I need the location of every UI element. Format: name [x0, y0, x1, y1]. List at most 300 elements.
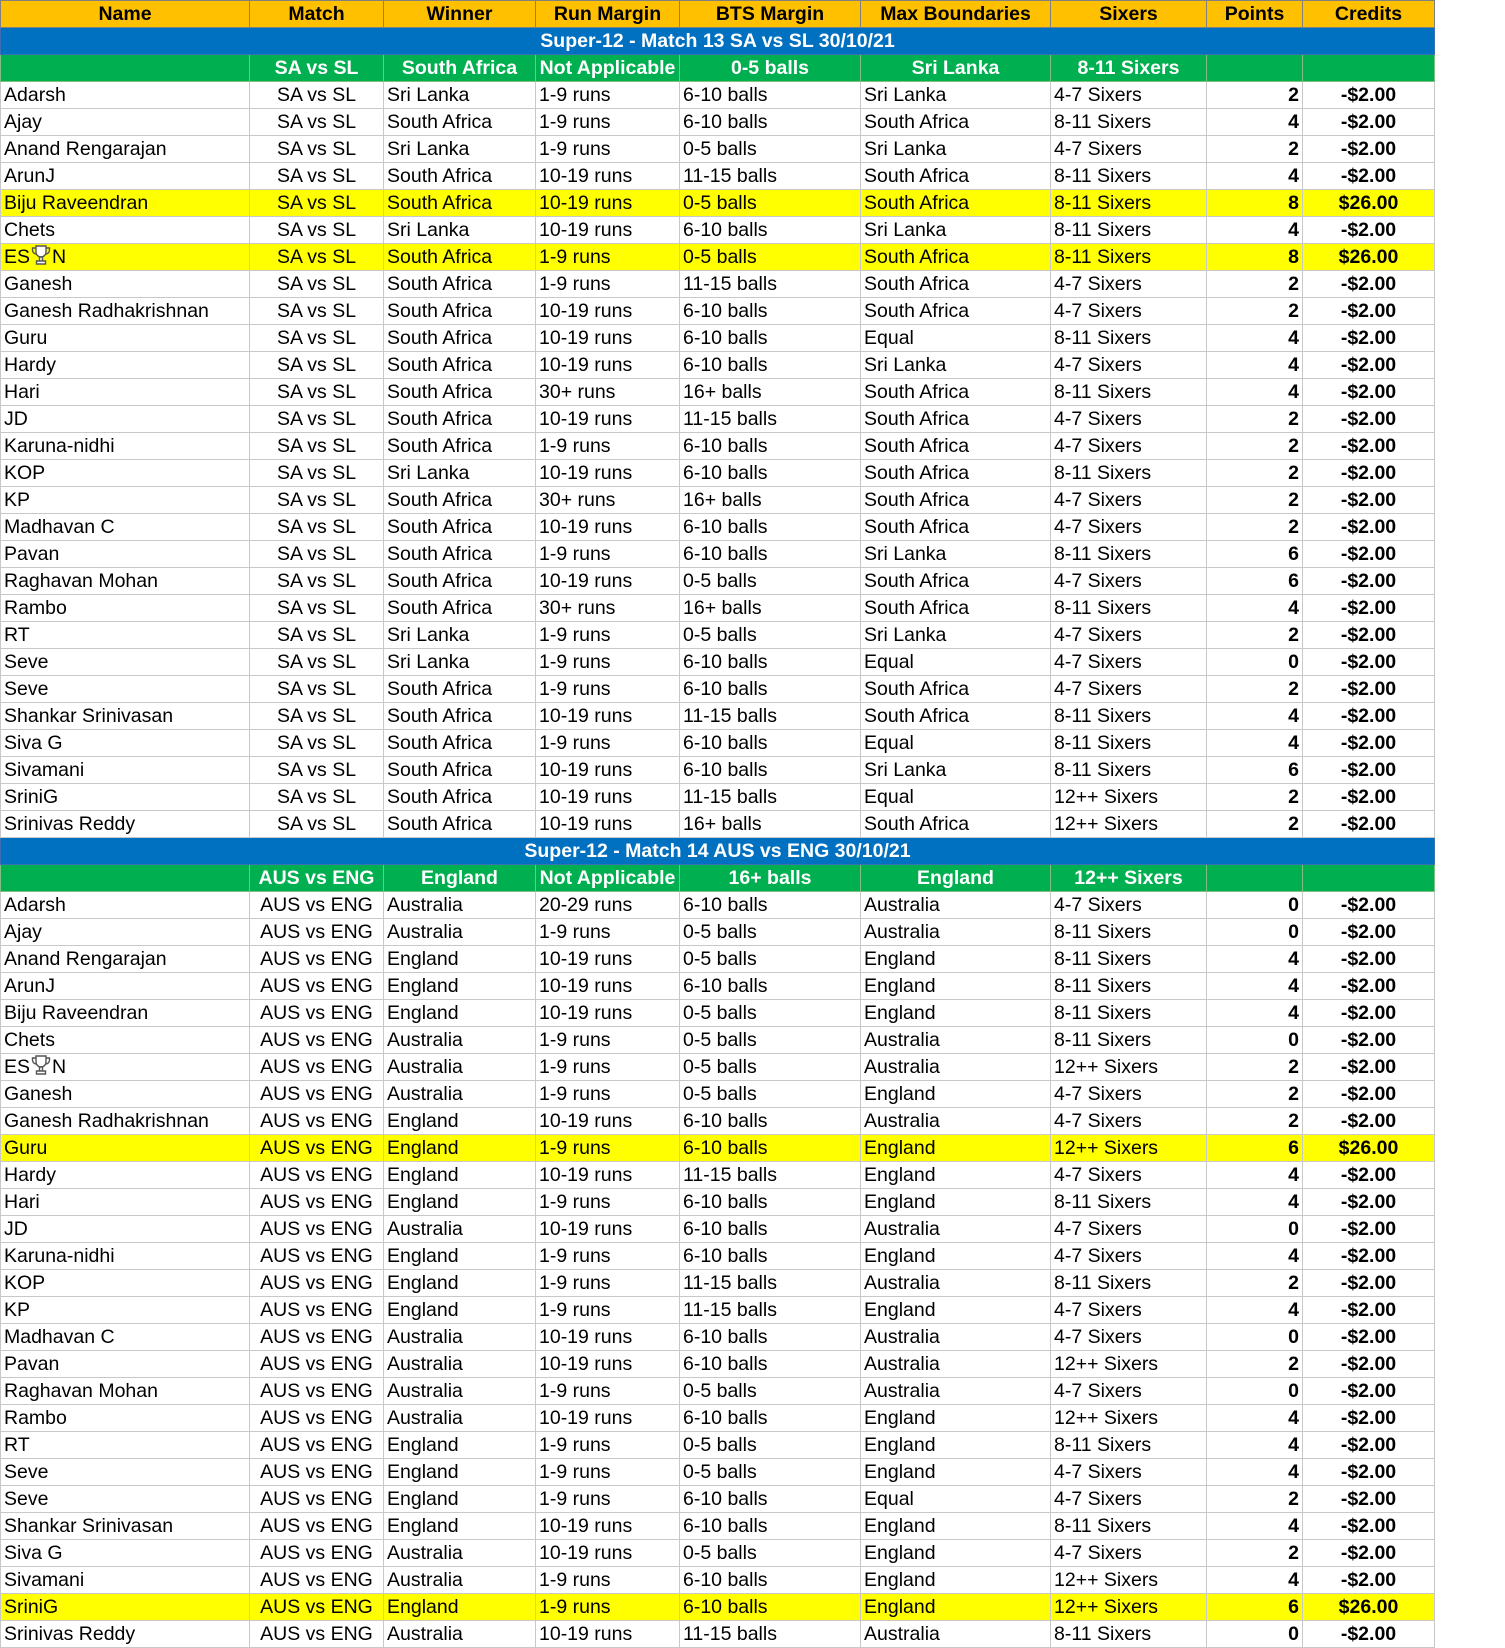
max-boundaries-cell[interactable]: Sri Lanka [861, 82, 1051, 109]
name-cell[interactable]: Karuna-nidhi [1, 433, 250, 460]
bts-margin-cell[interactable]: 6-10 balls [680, 1567, 861, 1594]
name-cell[interactable]: Biju Raveendran [1, 1000, 250, 1027]
match-cell[interactable]: SA vs SL [250, 406, 384, 433]
winner-cell[interactable]: Australia [384, 1054, 536, 1081]
max-boundaries-cell[interactable]: Australia [861, 1621, 1051, 1648]
credits-cell[interactable]: -$2.00 [1303, 1378, 1435, 1405]
name-cell[interactable]: Hardy [1, 1162, 250, 1189]
winner-cell[interactable]: South Africa [384, 568, 536, 595]
header-match[interactable]: Match [250, 1, 384, 28]
points-cell[interactable]: 4 [1207, 946, 1303, 973]
match-cell[interactable]: AUS vs ENG [250, 1540, 384, 1567]
bts-margin-cell[interactable]: 0-5 balls [680, 568, 861, 595]
bts-margin-cell[interactable]: 0-5 balls [680, 1054, 861, 1081]
match-cell[interactable]: SA vs SL [250, 460, 384, 487]
winner-cell[interactable]: South Africa [384, 703, 536, 730]
points-cell[interactable]: 4 [1207, 163, 1303, 190]
winner-cell[interactable]: England [384, 1432, 536, 1459]
sixers-cell[interactable]: 4-7 Sixers [1051, 1081, 1207, 1108]
winner-cell[interactable]: South Africa [384, 514, 536, 541]
credits-cell[interactable]: -$2.00 [1303, 919, 1435, 946]
bts-margin-cell[interactable]: 6-10 balls [680, 82, 861, 109]
credits-cell[interactable]: -$2.00 [1303, 298, 1435, 325]
bts-margin-cell[interactable]: 6-10 balls [680, 1108, 861, 1135]
match-cell[interactable]: SA vs SL [250, 703, 384, 730]
bts-margin-cell[interactable]: 6-10 balls [680, 1594, 861, 1621]
max-boundaries-cell[interactable]: Equal [861, 1486, 1051, 1513]
match-cell[interactable]: SA vs SL [250, 595, 384, 622]
name-cell[interactable]: Pavan [1, 541, 250, 568]
header-sixers[interactable]: Sixers [1051, 1, 1207, 28]
run-margin-cell[interactable]: 1-9 runs [536, 1459, 680, 1486]
sixers-cell[interactable]: 4-7 Sixers [1051, 1486, 1207, 1513]
result-name-cell[interactable] [1, 865, 250, 892]
points-cell[interactable]: 4 [1207, 1162, 1303, 1189]
max-boundaries-cell[interactable]: Australia [861, 1027, 1051, 1054]
result-bts-margin-cell[interactable]: 0-5 balls [680, 55, 861, 82]
match-cell[interactable]: AUS vs ENG [250, 1135, 384, 1162]
bts-margin-cell[interactable]: 6-10 balls [680, 109, 861, 136]
name-cell[interactable]: Srinivas Reddy [1, 1621, 250, 1648]
result-winner-cell[interactable]: South Africa [384, 55, 536, 82]
bts-margin-cell[interactable]: 0-5 balls [680, 1540, 861, 1567]
bts-margin-cell[interactable]: 0-5 balls [680, 136, 861, 163]
name-cell[interactable]: Ganesh [1, 1081, 250, 1108]
winner-cell[interactable]: Australia [384, 1378, 536, 1405]
points-cell[interactable]: 2 [1207, 82, 1303, 109]
run-margin-cell[interactable]: 10-19 runs [536, 298, 680, 325]
points-cell[interactable]: 2 [1207, 433, 1303, 460]
run-margin-cell[interactable]: 10-19 runs [536, 1324, 680, 1351]
credits-cell[interactable]: -$2.00 [1303, 1270, 1435, 1297]
run-margin-cell[interactable]: 30+ runs [536, 595, 680, 622]
run-margin-cell[interactable]: 10-19 runs [536, 514, 680, 541]
run-margin-cell[interactable]: 30+ runs [536, 379, 680, 406]
result-points-cell[interactable] [1207, 55, 1303, 82]
run-margin-cell[interactable]: 10-19 runs [536, 217, 680, 244]
max-boundaries-cell[interactable]: England [861, 1594, 1051, 1621]
name-cell[interactable]: KOP [1, 460, 250, 487]
run-margin-cell[interactable]: 1-9 runs [536, 1594, 680, 1621]
match-cell[interactable]: AUS vs ENG [250, 1270, 384, 1297]
name-cell[interactable]: ArunJ [1, 973, 250, 1000]
sixers-cell[interactable]: 12++ Sixers [1051, 811, 1207, 838]
bts-margin-cell[interactable]: 0-5 balls [680, 1081, 861, 1108]
name-cell[interactable]: Anand Rengarajan [1, 136, 250, 163]
match-cell[interactable]: SA vs SL [250, 325, 384, 352]
run-margin-cell[interactable]: 10-19 runs [536, 1000, 680, 1027]
max-boundaries-cell[interactable]: England [861, 1000, 1051, 1027]
winner-cell[interactable]: England [384, 1459, 536, 1486]
name-cell[interactable]: Madhavan C [1, 514, 250, 541]
sixers-cell[interactable]: 8-11 Sixers [1051, 109, 1207, 136]
winner-cell[interactable]: England [384, 1135, 536, 1162]
sixers-cell[interactable]: 8-11 Sixers [1051, 1000, 1207, 1027]
name-cell[interactable]: Srinivas Reddy [1, 811, 250, 838]
points-cell[interactable]: 2 [1207, 1486, 1303, 1513]
bts-margin-cell[interactable]: 11-15 balls [680, 703, 861, 730]
sixers-cell[interactable]: 8-11 Sixers [1051, 1621, 1207, 1648]
header-points[interactable]: Points [1207, 1, 1303, 28]
match-cell[interactable]: AUS vs ENG [250, 1324, 384, 1351]
winner-cell[interactable]: England [384, 946, 536, 973]
max-boundaries-cell[interactable]: England [861, 1405, 1051, 1432]
sixers-cell[interactable]: 4-7 Sixers [1051, 1243, 1207, 1270]
match-cell[interactable]: AUS vs ENG [250, 1513, 384, 1540]
name-cell[interactable]: JD [1, 1216, 250, 1243]
winner-cell[interactable]: Australia [384, 1216, 536, 1243]
winner-cell[interactable]: Sri Lanka [384, 622, 536, 649]
run-margin-cell[interactable]: 1-9 runs [536, 82, 680, 109]
bts-margin-cell[interactable]: 11-15 balls [680, 1270, 861, 1297]
points-cell[interactable]: 2 [1207, 1270, 1303, 1297]
winner-cell[interactable]: South Africa [384, 811, 536, 838]
name-cell[interactable]: Hari [1, 1189, 250, 1216]
sixers-cell[interactable]: 12++ Sixers [1051, 1351, 1207, 1378]
max-boundaries-cell[interactable]: Sri Lanka [861, 136, 1051, 163]
match-cell[interactable]: AUS vs ENG [250, 1594, 384, 1621]
points-cell[interactable]: 4 [1207, 352, 1303, 379]
credits-cell[interactable]: -$2.00 [1303, 1432, 1435, 1459]
winner-cell[interactable]: Australia [384, 1351, 536, 1378]
winner-cell[interactable]: South Africa [384, 676, 536, 703]
points-cell[interactable]: 4 [1207, 595, 1303, 622]
credits-cell[interactable]: -$2.00 [1303, 703, 1435, 730]
name-cell[interactable]: Shankar Srinivasan [1, 1513, 250, 1540]
run-margin-cell[interactable]: 10-19 runs [536, 163, 680, 190]
max-boundaries-cell[interactable]: England [861, 946, 1051, 973]
match-cell[interactable]: AUS vs ENG [250, 892, 384, 919]
name-cell[interactable]: Ajay [1, 109, 250, 136]
credits-cell[interactable]: -$2.00 [1303, 1324, 1435, 1351]
winner-cell[interactable]: South Africa [384, 244, 536, 271]
winner-cell[interactable]: South Africa [384, 757, 536, 784]
points-cell[interactable]: 6 [1207, 568, 1303, 595]
run-margin-cell[interactable]: 1-9 runs [536, 271, 680, 298]
name-cell[interactable]: Ganesh Radhakrishnan [1, 1108, 250, 1135]
run-margin-cell[interactable]: 20-29 runs [536, 892, 680, 919]
match-cell[interactable]: AUS vs ENG [250, 1108, 384, 1135]
run-margin-cell[interactable]: 10-19 runs [536, 568, 680, 595]
sixers-cell[interactable]: 4-7 Sixers [1051, 622, 1207, 649]
max-boundaries-cell[interactable]: England [861, 1297, 1051, 1324]
sixers-cell[interactable]: 8-11 Sixers [1051, 703, 1207, 730]
bts-margin-cell[interactable]: 6-10 balls [680, 460, 861, 487]
bts-margin-cell[interactable]: 11-15 balls [680, 1297, 861, 1324]
winner-cell[interactable]: Sri Lanka [384, 460, 536, 487]
name-cell[interactable]: Hari [1, 379, 250, 406]
points-cell[interactable]: 2 [1207, 1108, 1303, 1135]
max-boundaries-cell[interactable]: England [861, 1135, 1051, 1162]
points-cell[interactable]: 8 [1207, 244, 1303, 271]
winner-cell[interactable]: England [384, 1108, 536, 1135]
bts-margin-cell[interactable]: 11-15 balls [680, 271, 861, 298]
max-boundaries-cell[interactable]: Australia [861, 1108, 1051, 1135]
credits-cell[interactable]: -$2.00 [1303, 1567, 1435, 1594]
points-cell[interactable]: 4 [1207, 1567, 1303, 1594]
bts-margin-cell[interactable]: 6-10 balls [680, 217, 861, 244]
max-boundaries-cell[interactable]: Sri Lanka [861, 757, 1051, 784]
max-boundaries-cell[interactable]: South Africa [861, 190, 1051, 217]
bts-margin-cell[interactable]: 6-10 balls [680, 1513, 861, 1540]
credits-cell[interactable]: -$2.00 [1303, 379, 1435, 406]
sixers-cell[interactable]: 8-11 Sixers [1051, 1189, 1207, 1216]
max-boundaries-cell[interactable]: Australia [861, 1270, 1051, 1297]
sixers-cell[interactable]: 4-7 Sixers [1051, 136, 1207, 163]
sixers-cell[interactable]: 4-7 Sixers [1051, 1108, 1207, 1135]
points-cell[interactable]: 2 [1207, 271, 1303, 298]
name-cell[interactable]: Siva G [1, 1540, 250, 1567]
winner-cell[interactable]: South Africa [384, 271, 536, 298]
run-margin-cell[interactable]: 1-9 runs [536, 1135, 680, 1162]
sixers-cell[interactable]: 4-7 Sixers [1051, 298, 1207, 325]
winner-cell[interactable]: England [384, 1243, 536, 1270]
run-margin-cell[interactable]: 10-19 runs [536, 1540, 680, 1567]
name-cell[interactable]: KOP [1, 1270, 250, 1297]
bts-margin-cell[interactable]: 11-15 balls [680, 784, 861, 811]
credits-cell[interactable]: -$2.00 [1303, 1162, 1435, 1189]
points-cell[interactable]: 6 [1207, 757, 1303, 784]
match-cell[interactable]: AUS vs ENG [250, 1432, 384, 1459]
bts-margin-cell[interactable]: 6-10 balls [680, 1243, 861, 1270]
winner-cell[interactable]: South Africa [384, 190, 536, 217]
max-boundaries-cell[interactable]: South Africa [861, 244, 1051, 271]
winner-cell[interactable]: South Africa [384, 379, 536, 406]
points-cell[interactable]: 2 [1207, 784, 1303, 811]
run-margin-cell[interactable]: 1-9 runs [536, 1027, 680, 1054]
credits-cell[interactable]: -$2.00 [1303, 730, 1435, 757]
match-cell[interactable]: AUS vs ENG [250, 919, 384, 946]
match-cell[interactable]: SA vs SL [250, 730, 384, 757]
name-cell[interactable]: Chets [1, 1027, 250, 1054]
bts-margin-cell[interactable]: 6-10 balls [680, 1189, 861, 1216]
sixers-cell[interactable]: 8-11 Sixers [1051, 730, 1207, 757]
match-cell[interactable]: SA vs SL [250, 190, 384, 217]
name-cell[interactable]: Siva G [1, 730, 250, 757]
points-cell[interactable]: 4 [1207, 1297, 1303, 1324]
match-cell[interactable]: AUS vs ENG [250, 1621, 384, 1648]
match-cell[interactable]: SA vs SL [250, 433, 384, 460]
match-cell[interactable]: SA vs SL [250, 757, 384, 784]
name-cell[interactable]: Guru [1, 1135, 250, 1162]
match-cell[interactable]: AUS vs ENG [250, 1162, 384, 1189]
run-margin-cell[interactable]: 10-19 runs [536, 1216, 680, 1243]
max-boundaries-cell[interactable]: South Africa [861, 568, 1051, 595]
credits-cell[interactable]: -$2.00 [1303, 892, 1435, 919]
points-cell[interactable]: 2 [1207, 811, 1303, 838]
run-margin-cell[interactable]: 1-9 runs [536, 1081, 680, 1108]
points-cell[interactable]: 2 [1207, 487, 1303, 514]
sixers-cell[interactable]: 8-11 Sixers [1051, 1432, 1207, 1459]
sixers-cell[interactable]: 8-11 Sixers [1051, 973, 1207, 1000]
points-cell[interactable]: 4 [1207, 325, 1303, 352]
points-cell[interactable]: 0 [1207, 919, 1303, 946]
winner-cell[interactable]: South Africa [384, 325, 536, 352]
run-margin-cell[interactable]: 10-19 runs [536, 811, 680, 838]
credits-cell[interactable]: -$2.00 [1303, 82, 1435, 109]
winner-cell[interactable]: England [384, 1513, 536, 1540]
sixers-cell[interactable]: 8-11 Sixers [1051, 541, 1207, 568]
credits-cell[interactable]: -$2.00 [1303, 1351, 1435, 1378]
credits-cell[interactable]: -$2.00 [1303, 1486, 1435, 1513]
points-cell[interactable]: 0 [1207, 1027, 1303, 1054]
sixers-cell[interactable]: 8-11 Sixers [1051, 244, 1207, 271]
credits-cell[interactable]: -$2.00 [1303, 217, 1435, 244]
sixers-cell[interactable]: 4-7 Sixers [1051, 406, 1207, 433]
result-max-boundaries-cell[interactable]: Sri Lanka [861, 55, 1051, 82]
name-cell[interactable]: KP [1, 1297, 250, 1324]
points-cell[interactable]: 0 [1207, 649, 1303, 676]
credits-cell[interactable]: -$2.00 [1303, 595, 1435, 622]
credits-cell[interactable]: -$2.00 [1303, 163, 1435, 190]
sixers-cell[interactable]: 4-7 Sixers [1051, 271, 1207, 298]
header-name[interactable]: Name [1, 1, 250, 28]
sixers-cell[interactable]: 4-7 Sixers [1051, 1378, 1207, 1405]
winner-cell[interactable]: South Africa [384, 730, 536, 757]
bts-margin-cell[interactable]: 11-15 balls [680, 406, 861, 433]
credits-cell[interactable]: -$2.00 [1303, 406, 1435, 433]
points-cell[interactable]: 4 [1207, 1000, 1303, 1027]
run-margin-cell[interactable]: 10-19 runs [536, 1351, 680, 1378]
run-margin-cell[interactable]: 1-9 runs [536, 919, 680, 946]
name-cell[interactable]: SriniG [1, 1594, 250, 1621]
credits-cell[interactable]: -$2.00 [1303, 460, 1435, 487]
max-boundaries-cell[interactable]: South Africa [861, 163, 1051, 190]
sixers-cell[interactable]: 8-11 Sixers [1051, 379, 1207, 406]
run-margin-cell[interactable]: 1-9 runs [536, 433, 680, 460]
max-boundaries-cell[interactable]: South Africa [861, 406, 1051, 433]
name-cell[interactable]: Seve [1, 1459, 250, 1486]
points-cell[interactable]: 2 [1207, 1540, 1303, 1567]
winner-cell[interactable]: Australia [384, 892, 536, 919]
max-boundaries-cell[interactable]: England [861, 1540, 1051, 1567]
points-cell[interactable]: 2 [1207, 514, 1303, 541]
name-cell[interactable]: Chets [1, 217, 250, 244]
name-cell[interactable]: Hardy [1, 352, 250, 379]
points-cell[interactable]: 4 [1207, 379, 1303, 406]
match-cell[interactable]: AUS vs ENG [250, 946, 384, 973]
max-boundaries-cell[interactable]: England [861, 1081, 1051, 1108]
winner-cell[interactable]: Australia [384, 919, 536, 946]
credits-cell[interactable]: -$2.00 [1303, 109, 1435, 136]
points-cell[interactable]: 4 [1207, 1189, 1303, 1216]
winner-cell[interactable]: South Africa [384, 433, 536, 460]
winner-cell[interactable]: Sri Lanka [384, 217, 536, 244]
match-cell[interactable]: AUS vs ENG [250, 1054, 384, 1081]
max-boundaries-cell[interactable]: Australia [861, 1378, 1051, 1405]
credits-cell[interactable]: -$2.00 [1303, 487, 1435, 514]
bts-margin-cell[interactable]: 0-5 balls [680, 622, 861, 649]
credits-cell[interactable]: -$2.00 [1303, 811, 1435, 838]
match-cell[interactable]: AUS vs ENG [250, 1000, 384, 1027]
bts-margin-cell[interactable]: 11-15 balls [680, 1621, 861, 1648]
credits-cell[interactable]: $26.00 [1303, 1594, 1435, 1621]
winner-cell[interactable]: South Africa [384, 595, 536, 622]
bts-margin-cell[interactable]: 0-5 balls [680, 1000, 861, 1027]
run-margin-cell[interactable]: 10-19 runs [536, 460, 680, 487]
name-cell[interactable]: RT [1, 622, 250, 649]
run-margin-cell[interactable]: 1-9 runs [536, 244, 680, 271]
name-cell[interactable]: KP [1, 487, 250, 514]
match-cell[interactable]: AUS vs ENG [250, 1351, 384, 1378]
points-cell[interactable]: 0 [1207, 1324, 1303, 1351]
result-name-cell[interactable] [1, 55, 250, 82]
sixers-cell[interactable]: 8-11 Sixers [1051, 595, 1207, 622]
sixers-cell[interactable]: 8-11 Sixers [1051, 190, 1207, 217]
max-boundaries-cell[interactable]: Equal [861, 784, 1051, 811]
bts-margin-cell[interactable]: 6-10 balls [680, 1324, 861, 1351]
name-cell[interactable]: Shankar Srinivasan [1, 703, 250, 730]
result-sixers-cell[interactable]: 8-11 Sixers [1051, 55, 1207, 82]
bts-margin-cell[interactable]: 6-10 balls [680, 892, 861, 919]
points-cell[interactable]: 2 [1207, 1054, 1303, 1081]
sixers-cell[interactable]: 8-11 Sixers [1051, 1027, 1207, 1054]
credits-cell[interactable]: -$2.00 [1303, 1405, 1435, 1432]
max-boundaries-cell[interactable]: Sri Lanka [861, 622, 1051, 649]
bts-margin-cell[interactable]: 6-10 balls [680, 1351, 861, 1378]
run-margin-cell[interactable]: 30+ runs [536, 487, 680, 514]
credits-cell[interactable]: -$2.00 [1303, 1540, 1435, 1567]
max-boundaries-cell[interactable]: England [861, 973, 1051, 1000]
result-winner-cell[interactable]: England [384, 865, 536, 892]
result-run-margin-cell[interactable]: Not Applicable [536, 55, 680, 82]
run-margin-cell[interactable]: 10-19 runs [536, 406, 680, 433]
match-cell[interactable]: AUS vs ENG [250, 1189, 384, 1216]
points-cell[interactable]: 2 [1207, 622, 1303, 649]
points-cell[interactable]: 8 [1207, 190, 1303, 217]
credits-cell[interactable]: -$2.00 [1303, 1189, 1435, 1216]
match-cell[interactable]: SA vs SL [250, 244, 384, 271]
match-cell[interactable]: SA vs SL [250, 217, 384, 244]
name-cell[interactable]: Seve [1, 676, 250, 703]
max-boundaries-cell[interactable]: South Africa [861, 109, 1051, 136]
bts-margin-cell[interactable]: 6-10 balls [680, 649, 861, 676]
result-bts-margin-cell[interactable]: 16+ balls [680, 865, 861, 892]
bts-margin-cell[interactable]: 6-10 balls [680, 730, 861, 757]
run-margin-cell[interactable]: 10-19 runs [536, 946, 680, 973]
points-cell[interactable]: 2 [1207, 1351, 1303, 1378]
run-margin-cell[interactable]: 10-19 runs [536, 1513, 680, 1540]
run-margin-cell[interactable]: 10-19 runs [536, 1621, 680, 1648]
winner-cell[interactable]: England [384, 1189, 536, 1216]
run-margin-cell[interactable]: 1-9 runs [536, 1378, 680, 1405]
name-cell[interactable] [1, 1054, 250, 1081]
points-cell[interactable]: 4 [1207, 109, 1303, 136]
name-cell[interactable]: Anand Rengarajan [1, 946, 250, 973]
credits-cell[interactable]: -$2.00 [1303, 757, 1435, 784]
name-cell[interactable]: Ganesh [1, 271, 250, 298]
bts-margin-cell[interactable]: 6-10 balls [680, 352, 861, 379]
credits-cell[interactable]: -$2.00 [1303, 1054, 1435, 1081]
name-cell[interactable]: SriniG [1, 784, 250, 811]
points-cell[interactable]: 2 [1207, 298, 1303, 325]
winner-cell[interactable]: England [384, 1297, 536, 1324]
winner-cell[interactable]: Australia [384, 1621, 536, 1648]
points-cell[interactable]: 6 [1207, 1594, 1303, 1621]
run-margin-cell[interactable]: 1-9 runs [536, 676, 680, 703]
name-cell[interactable]: JD [1, 406, 250, 433]
sixers-cell[interactable]: 12++ Sixers [1051, 1405, 1207, 1432]
winner-cell[interactable]: South Africa [384, 541, 536, 568]
result-max-boundaries-cell[interactable]: England [861, 865, 1051, 892]
name-cell[interactable]: Rambo [1, 1405, 250, 1432]
max-boundaries-cell[interactable]: England [861, 1459, 1051, 1486]
bts-margin-cell[interactable]: 16+ balls [680, 487, 861, 514]
name-cell[interactable]: Guru [1, 325, 250, 352]
winner-cell[interactable]: Australia [384, 1567, 536, 1594]
bts-margin-cell[interactable]: 11-15 balls [680, 1162, 861, 1189]
bts-margin-cell[interactable]: 16+ balls [680, 379, 861, 406]
